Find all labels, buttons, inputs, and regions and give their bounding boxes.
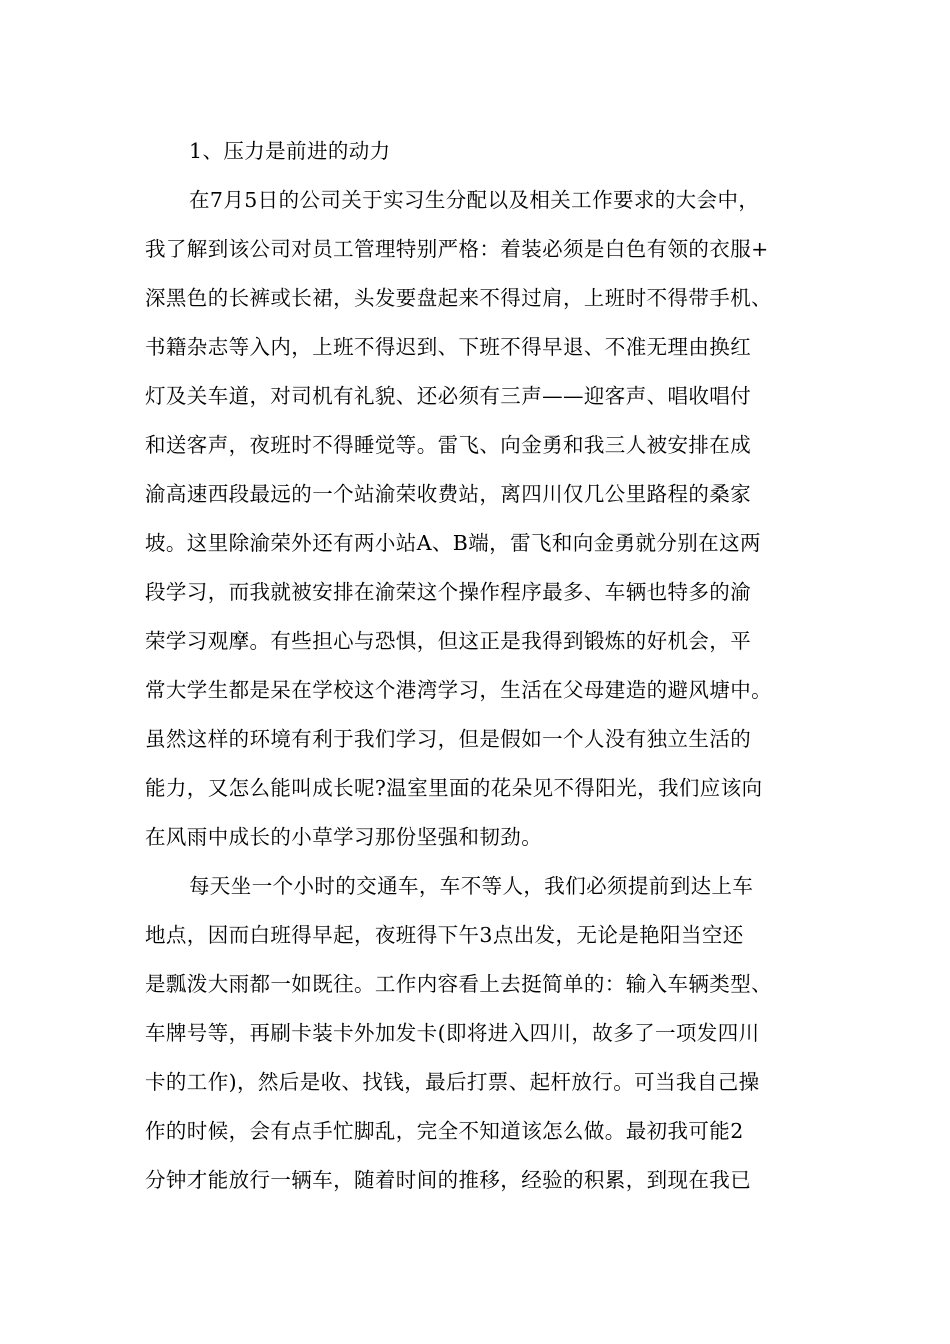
- text-line: 虽然这样的环境有利于我们学习，但是假如一个人没有独立生活的: [145, 727, 752, 751]
- text-line: 分钟才能放行一辆车，随着时间的推移，经验的积累，到现在我已: [145, 1168, 752, 1192]
- text-line: 是瓢泼大雨都一如既往。工作内容看上去挺简单的：输入车辆类型、: [145, 972, 772, 996]
- text-line: 常大学生都是呆在学校这个港湾学习，生活在父母建造的避风塘中。: [145, 678, 772, 702]
- text-line: 能力，又怎么能叫成长呢?温室里面的花朵见不得阳光，我们应该向: [145, 776, 763, 800]
- text-line: 段学习，而我就被安排在渝荣这个操作程序最多、车辆也特多的渝: [145, 580, 752, 604]
- text-line: 每天坐一个小时的交通车，车不等人，我们必须提前到达上车: [189, 874, 754, 898]
- text-line: 我了解到该公司对员工管理特别严格：着装必须是白色有领的衣服+: [145, 237, 769, 261]
- text-line: 在风雨中成长的小草学习那份坚强和韧劲。: [145, 825, 543, 849]
- text-line: 在7月5日的公司关于实习生分配以及相关工作要求的大会中，: [189, 188, 760, 212]
- text-line: 地点，因而白班得早起，夜班得下午3点出发，无论是艳阳当空还: [145, 923, 744, 947]
- section-heading: 1、压力是前进的动力: [189, 139, 391, 163]
- text-line: 和送客声，夜班时不得睡觉等。雷飞、向金勇和我三人被安排在成: [145, 433, 752, 457]
- text-line: 渝高速西段最远的一个站渝荣收费站，离四川仅几公里路程的桑家: [145, 482, 752, 506]
- text-line: 书籍杂志等入内，上班不得迟到、下班不得早退、不准无理由换红: [145, 335, 752, 359]
- text-line: 车牌号等，再刷卡装卡外加发卡(即将进入四川，故多了一项发四川: [145, 1021, 760, 1045]
- text-line: 作的时候，会有点手忙脚乱，完全不知道该怎么做。最初我可能2: [145, 1119, 744, 1143]
- text-line: 深黑色的长裤或长裙，头发要盘起来不得过肩，上班时不得带手机、: [145, 286, 772, 310]
- text-line: 灯及关车道，对司机有礼貌、还必须有三声——迎客声、唱收唱付: [145, 384, 752, 408]
- text-line: 卡的工作)，然后是收、找钱，最后打票、起杆放行。可当我自己操: [145, 1070, 760, 1094]
- text-line: 荣学习观摩。有些担心与恐惧，但这正是我得到锻炼的好机会，平: [145, 629, 752, 653]
- text-line: 坡。这里除渝荣外还有两小站A、B端，雷飞和向金勇就分别在这两: [145, 531, 761, 555]
